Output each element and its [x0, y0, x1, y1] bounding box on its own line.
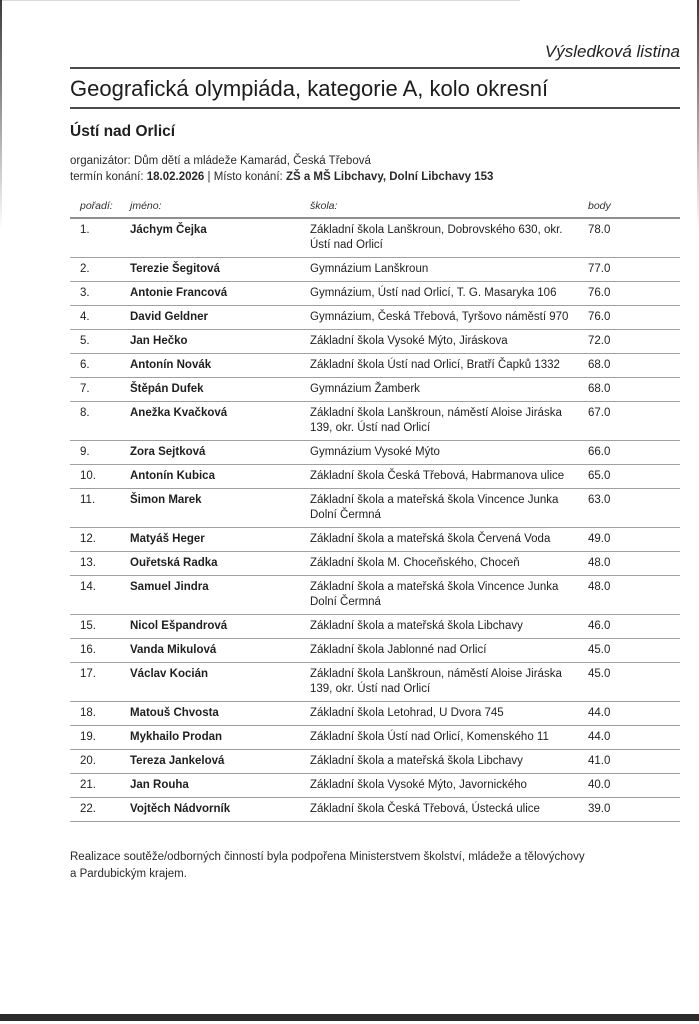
table-row	[70, 774, 680, 798]
name-cell: Matyáš Heger	[130, 533, 205, 545]
date-value: 18.02.2026	[146, 171, 205, 183]
rank-cell: 8.	[80, 407, 90, 419]
name-cell: Václav Kocián	[130, 668, 208, 680]
points-cell: 45.0	[588, 668, 611, 680]
points-cell: 68.0	[588, 359, 611, 371]
name-cell: Samuel Jindra	[130, 581, 209, 593]
date-venue-line	[70, 169, 680, 185]
rank-cell: 4.	[80, 311, 90, 323]
school-cell: Základní škola Ústí nad Orlicí, Bratří Čapků 1332	[310, 359, 560, 371]
rank-cell: 16.	[80, 644, 96, 656]
points-cell: 39.0	[588, 803, 611, 815]
school-cell: Základní škola Lanškroun, náměstí Aloise Jiráska 139, okr. Ústí nad Orlicí	[310, 407, 562, 434]
points-cell: 41.0	[588, 755, 611, 767]
name-cell: Mykhailo Prodan	[130, 731, 223, 743]
name-cell: Antonín Kubica	[130, 470, 215, 482]
column-header-points: body	[588, 200, 611, 212]
name-cell: Jan Hečko	[130, 335, 188, 347]
rank-cell: 12.	[80, 533, 96, 545]
name-cell: Nicol Ešpandrová	[130, 620, 228, 632]
points-cell: 78.0	[588, 224, 611, 236]
rank-cell: 19.	[80, 731, 96, 743]
table-row	[70, 441, 680, 465]
rank-cell: 6.	[80, 359, 90, 371]
district-title: Ústí nad Orlicí	[70, 123, 176, 140]
table-row	[70, 489, 680, 528]
points-cell: 46.0	[588, 620, 611, 632]
page-bottom-edge-bar	[0, 1014, 699, 1021]
rank-cell: 20.	[80, 755, 96, 767]
rank-cell: 1.	[80, 224, 90, 236]
school-cell: Základní škola Česká Třebová, Ústecká ulice	[310, 803, 540, 815]
points-cell: 77.0	[588, 263, 611, 275]
table-row	[70, 750, 680, 774]
rank-cell: 13.	[80, 557, 96, 569]
rank-cell: 15.	[80, 620, 96, 632]
rank-cell: 5.	[80, 335, 90, 347]
points-cell: 44.0	[588, 707, 611, 719]
points-cell: 66.0	[588, 446, 611, 458]
organizer-value: Dům dětí a mládeže Kamarád, Česká Třebová	[133, 155, 371, 167]
points-cell: 68.0	[588, 383, 611, 395]
name-cell: Antonie Francová	[130, 287, 228, 299]
rank-cell: 18.	[80, 707, 96, 719]
rank-cell: 2.	[80, 263, 90, 275]
name-cell: Zora Sejtková	[130, 446, 206, 458]
school-cell: Gymnázium, Česká Třebová, Tyršovo náměstí 970	[310, 311, 569, 323]
school-cell: Gymnázium, Ústí nad Orlicí, T. G. Masaryka 106	[310, 287, 557, 299]
school-cell: Základní škola M. Choceňského, Choceň	[310, 557, 520, 569]
points-cell: 44.0	[588, 731, 611, 743]
venue-value: ZŠ a MŠ Libchavy, Dolní Libchavy 153	[285, 171, 494, 183]
name-cell: Tereza Jankelová	[130, 755, 225, 767]
table-row	[70, 663, 680, 702]
table-row	[70, 354, 680, 378]
results-table	[70, 200, 680, 822]
table-row	[70, 798, 680, 822]
rank-cell: 22.	[80, 803, 96, 815]
name-cell: Vojtěch Nádvorník	[130, 803, 231, 815]
school-cell: Základní škola a mateřská škola Vincence Junka Dolní Čermná	[310, 581, 559, 608]
points-cell: 76.0	[588, 311, 611, 323]
school-cell: Základní škola a mateřská škola Libchavy	[310, 620, 523, 632]
document-type-label: Výsledková listina	[544, 42, 680, 61]
column-header-school: škola:	[310, 200, 338, 212]
school-cell: Základní škola Lanškroun, Dobrovského 630, okr. Ústí nad Orlicí	[310, 224, 563, 251]
school-cell: Základní škola Lanškroun, náměstí Aloise Jiráska 139, okr. Ústí nad Orlicí	[310, 668, 562, 695]
points-cell: 63.0	[588, 494, 611, 506]
rank-cell: 9.	[80, 446, 90, 458]
table-row	[70, 726, 680, 750]
school-cell: Základní škola Česká Třebová, Habrmanova ulice	[310, 470, 565, 482]
school-cell: Základní škola Vysoké Mýto, Javornického	[310, 779, 527, 791]
school-cell: Základní škola Letohrad, U Dvora 745	[310, 707, 504, 719]
school-cell: Základní škola Jablonné nad Orlicí	[310, 644, 487, 656]
table-row	[70, 282, 680, 306]
school-cell: Základní škola a mateřská škola Červená Voda	[310, 533, 551, 545]
header-rule-top	[70, 67, 680, 69]
school-cell: Základní škola a mateřská škola Libchavy	[310, 755, 523, 767]
points-cell: 48.0	[588, 581, 611, 593]
school-cell: Gymnázium Vysoké Mýto	[310, 446, 440, 458]
table-row	[70, 528, 680, 552]
rank-cell: 10.	[80, 470, 96, 482]
table-row	[70, 330, 680, 354]
organizer-line	[70, 153, 680, 169]
points-cell: 76.0	[588, 287, 611, 299]
rank-cell: 11.	[80, 494, 96, 506]
page-title: Geografická olympiáda, kategorie A, kolo okresní	[70, 76, 549, 101]
table-row	[70, 639, 680, 663]
rank-cell: 14.	[80, 581, 96, 593]
name-cell: Ouřetská Radka	[130, 557, 218, 569]
school-cell: Základní škola Vysoké Mýto, Jiráskova	[310, 335, 508, 347]
points-cell: 67.0	[588, 407, 611, 419]
points-cell: 49.0	[588, 533, 611, 545]
rank-cell: 21.	[80, 779, 96, 791]
school-cell: Gymnázium Žamberk	[310, 383, 420, 395]
table-body	[70, 219, 680, 822]
table-row	[70, 465, 680, 489]
table-row	[70, 219, 680, 258]
points-cell: 65.0	[588, 470, 611, 482]
name-cell: David Geldner	[130, 311, 208, 323]
table-row	[70, 258, 680, 282]
table-row	[70, 552, 680, 576]
date-label: termín konání:	[70, 171, 144, 183]
name-cell: Terezie Šegitová	[130, 263, 220, 275]
table-row	[70, 615, 680, 639]
column-header-rank: pořadí:	[80, 200, 113, 212]
name-cell: Jan Rouha	[130, 779, 189, 791]
rank-cell: 7.	[80, 383, 90, 395]
document-content	[70, 0, 680, 883]
table-header-row	[70, 200, 680, 219]
separator-pipe: |	[207, 171, 211, 183]
table-row	[70, 306, 680, 330]
name-cell: Vanda Mikulová	[130, 644, 217, 656]
organizer-label: organizátor:	[70, 155, 131, 167]
name-cell: Antonín Novák	[130, 359, 212, 371]
footer-line: Realizace soutěže/odborných činností byla podpořena Ministerstvem školství, mládeže a tělovýchovy	[70, 851, 585, 863]
venue-label: Místo konání:	[213, 171, 283, 183]
table-row	[70, 702, 680, 726]
footer-line: a Pardubickým krajem.	[70, 868, 187, 880]
name-cell: Šimon Marek	[130, 494, 202, 506]
footer-note	[70, 849, 680, 883]
points-cell: 48.0	[588, 557, 611, 569]
scan-left-edge	[0, 0, 2, 230]
header-rule-bottom	[70, 107, 680, 109]
points-cell: 40.0	[588, 779, 611, 791]
table-row	[70, 378, 680, 402]
column-header-name: jméno:	[130, 200, 162, 212]
name-cell: Štěpán Dufek	[130, 383, 204, 395]
school-cell: Základní škola a mateřská škola Vincence Junka Dolní Čermná	[310, 494, 559, 521]
table-row	[70, 402, 680, 441]
name-cell: Anežka Kvačková	[130, 407, 228, 419]
points-cell: 45.0	[588, 644, 611, 656]
rank-cell: 3.	[80, 287, 90, 299]
rank-cell: 17.	[80, 668, 96, 680]
name-cell: Matouš Chvosta	[130, 707, 219, 719]
name-cell: Jáchym Čejka	[130, 224, 207, 236]
table-row	[70, 576, 680, 615]
school-cell: Gymnázium Lanškroun	[310, 263, 429, 275]
school-cell: Základní škola Ústí nad Orlicí, Komenského 11	[310, 731, 549, 743]
points-cell: 72.0	[588, 335, 611, 347]
